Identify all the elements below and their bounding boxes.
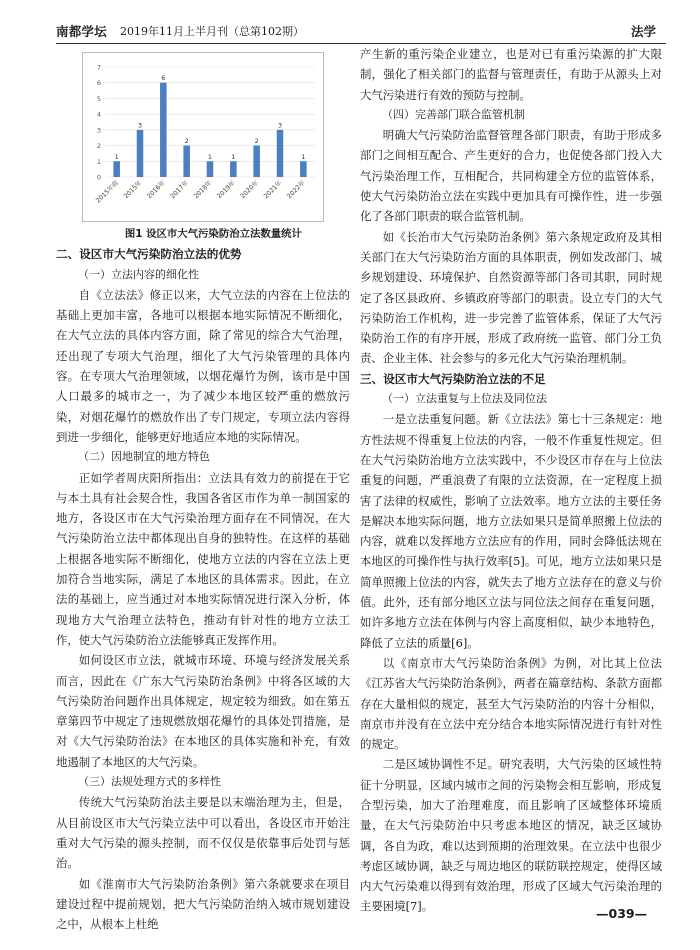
x-tick-label: 2015年前: [94, 179, 121, 205]
x-tick-label: 2018年: [192, 179, 214, 201]
page-number: —039—: [596, 906, 648, 921]
right-column: [360, 44, 662, 917]
bar: [230, 161, 237, 177]
subsection-heading: （四）完善部门联合监管机制: [382, 107, 525, 121]
paragraph: 明确大气污染防治监督管理各部门职责，有助于形成多部门之间相互配合、产生更好的合力，也促使各部门投入大气污染治理工作，互相配合，共同构建全方位的监管体系，使大气污染防治立法在实践中更加具有可操作性，进一步强化了各部门职责的联合监管机制。: [360, 128, 662, 224]
section-name: 法学: [630, 24, 656, 39]
y-tick-label: 5: [96, 94, 101, 103]
section-heading: 二、设区市大气污染防治立法的优势: [56, 247, 242, 262]
paragraph: 如《长治市大气污染防治条例》第六条规定政府及其相关部门在大气污染防治方面的具体职责，例如发改部门、城乡规划建设、环境保护、自然资源等部门各司其职，同时规定了各区县政府、乡镇政府等部门的职责。设立专门的大气污染防治工作机构，进一步完善了监管体系，保证了大气污染防治工作的有序开展，形成了政府统一监管、部门分工负责、企业主体、社会参与的多元化大气污染治理机制。: [360, 229, 662, 366]
paragraph: 如何设区市立法，就城市环境、环境与经济发展关系而言，因此在《广东大气污染防治条例》中将各区域的大气污染防治问题作出具体规定，规定较为细致。如在第五章第四节中规定了违规燃放烟花爆竹的具体处罚措施，是对《大气污染防治法》在本地区的具体实施和补充，有效地遏制了本地区的大气污染。: [56, 653, 350, 769]
subsection-heading: （二）因地制宜的地方特色: [78, 450, 210, 464]
paragraph: 正如学者周庆阳所指出：立法具有效力的前提在于它与本土具有社会契合性，我国各省区市作为单一制国家的地方，各设区市在大气污染治理方面存在不同情况，在大气污染防治立法中都体现出自身的独特性。在这样的基础上根据各地实际不断细化，使地方立法的内容在立法上更加符合当地实际，满足了本地区的具体需求。因此，在立法的基础上，应当通过对本地实际情况进行深入分析，体现地方大气治理立法特色，推动有针对性的地方立法工作，使大气污染防治立法能够真正发挥作用。: [56, 470, 350, 647]
bar: [137, 130, 144, 177]
x-tick-label: 2022年: [286, 179, 307, 201]
bar: [277, 130, 284, 177]
paragraph: 一是立法重复问题。新《立法法》第七十三条规定：地方性法规不得重复上位法的内容，一般不作重复性规定。但在大气污染防治地方立法实践中，不少设区市存在与上位法重复的问题，严重浪费了有限的立法资源，在一定程度上损害了法律的权威性，影响了立法效率。地方立法的主要任务是解决本地实际问题，地方立法如果只是简单照搬上位法的内容，就难以发挥地方立法应有的作用，同时会降低法规在本地区的可操作性与执行效率[5]。可见，地方立法如果只是简单照搬上位法的内容，就失去了地方立法存在的意义与价值。此外，还有部分地区立法与同位法之间存在重复问题，如许多地方立法在体例与内容上高度相似，缺少本地特色，降低了立法的质量[6]。: [360, 412, 662, 650]
x-tick-label: 2019年: [216, 179, 237, 201]
issue-info: 2019年11月上半月刊（总第102期）: [120, 25, 304, 38]
y-tick-label: 2: [96, 142, 101, 151]
bar-data-label: 3: [137, 121, 143, 130]
y-tick-label: 4: [96, 110, 101, 119]
bar: [253, 146, 260, 177]
bar-data-label: 1: [231, 152, 236, 161]
paragraph: 以《南京市大气污染防治条例》为例，对比其上位法《江苏省大气污染防治条例》，两者在篇章结构、条款方面都存在大量相似的规定，甚至大气污染防治的内容十分相似，南京市并没有在立法中充分结合本地实际情况进行有针对性的规定。: [360, 655, 662, 752]
paragraph: 二是区域协调性不足。研究表明，大气污染的区域性特征十分明显，区域内城市之间的污染物会相互影响，形成复合型污染，加大了治理难度，而且影响了区域整体环境质量，在大气污染防治中只考虑本地区的情况，缺乏区域协调，各自为政，难以达到预期的治理效果。在立法中也很少考虑区域协调，缺乏与周边地区的联防联控规定，使得区域内大气污染难以得到有效治理，形成了区域大气污染治理的主要困境[7]。: [360, 757, 662, 914]
y-tick-label: 0: [96, 173, 101, 182]
bar-data-label: 1: [301, 152, 306, 161]
bar-data-label: 3: [277, 121, 283, 130]
bar-data-label: 2: [254, 137, 259, 146]
bar-chart: [83, 53, 323, 221]
journal-name: 南都学坛: [56, 24, 107, 39]
y-tick-label: 3: [96, 126, 101, 135]
left-column: [56, 52, 350, 934]
bar-data-label: 6: [161, 74, 166, 83]
paragraph: 自《立法法》修正以来，大气立法的内容在上位法的基础上更加丰富，各地可以根据本地实际情况不断细化，在大气立法的具体内容方面，除了常见的综合大气治理，还出现了专项大气治理，细化了大气污染管理的具体内容。在专项大气治理领域，以烟花爆竹为例，该市是中国人口最多的城市之一，为了减少本地区较严重的燃放污染，对烟花爆竹的燃放作出了专门规定，专项立法内容得到进一步细化，能够更好地适应本地的实际情况。: [56, 287, 350, 444]
subsection-heading: （三）法规处理方式的多样性: [78, 775, 221, 789]
bar: [300, 161, 307, 177]
page-header: [56, 20, 656, 42]
x-tick-label: 2015年: [122, 179, 144, 201]
y-tick-label: 6: [96, 79, 101, 88]
paragraph: 如《淮南市大气污染防治条例》第六条就要求在项目建设过程中提前规划，把大气污染防治纳入城市规划建设之中，从根本上杜绝: [56, 876, 350, 932]
bar-data-label: 1: [207, 152, 213, 161]
section-heading: 三、设区市大气污染防治立法的不足: [360, 371, 546, 386]
bar-chart-figure: [82, 52, 324, 222]
paragraph: 传统大气污染防治法主要是以末端治理为主，但是，从目前设区市大气污染立法中可以看出，各设区市开始注重对大气污染的源头控制，而不仅仅是依靠事后处罚与惩治。: [56, 795, 350, 871]
subsection-heading: （一）立法重复与上位法及同位法: [382, 392, 547, 406]
x-tick-label: 2020年: [239, 179, 261, 201]
paragraph: 产生新的重污染企业建立，也是对已有重污染源的扩大限制，强化了相关部门的监督与管理责任，有助于从源头上对大气污染进行有效的预防与控制。: [360, 47, 662, 102]
x-tick-label: 2016年: [146, 179, 167, 201]
bar-data-label: 1: [114, 152, 119, 161]
figure-caption: 图1 设区市大气污染防治立法数量统计: [124, 228, 302, 240]
x-tick-label: 2021年: [262, 179, 284, 201]
x-tick-label: 2017年: [169, 179, 191, 201]
bar: [183, 146, 190, 177]
bar: [113, 161, 120, 177]
y-tick-label: 1: [96, 157, 101, 166]
y-tick-label: 7: [96, 63, 101, 72]
bar: [160, 83, 167, 177]
bar-data-label: 2: [184, 137, 189, 146]
bar: [207, 161, 214, 177]
subsection-heading: （一）立法内容的细化性: [78, 267, 199, 281]
